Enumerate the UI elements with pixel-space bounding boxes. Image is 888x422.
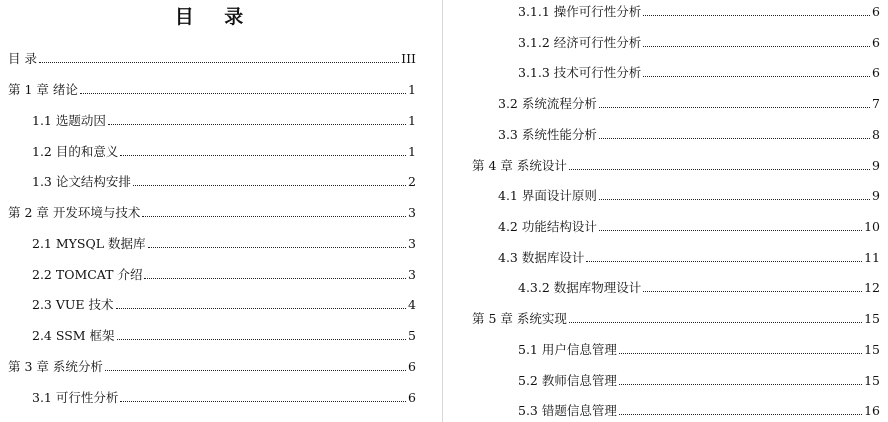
toc-entry-1-2[interactable] (32, 143, 416, 161)
left-page (0, 0, 440, 422)
leader-dots (619, 353, 862, 354)
page-divider (442, 0, 443, 422)
toc-entry-label: 第 2 章 开发环境与技术 (8, 205, 141, 220)
toc-entry-3-2[interactable] (498, 95, 880, 113)
toc-entry-label: 3.2 系统流程分析 (498, 96, 597, 111)
leader-dots (569, 169, 870, 170)
toc-entry-label: 2.1 MYSQL 数据库 (32, 236, 146, 251)
toc-entry-page: 5 (408, 328, 416, 343)
toc-entry-4-1[interactable] (498, 187, 880, 205)
toc-entry-label: 5.1 用户信息管理 (518, 342, 617, 357)
toc-entry-chapter-4[interactable] (472, 157, 880, 175)
toc-entry-label: 2.3 VUE 技术 (32, 297, 114, 312)
toc-entry-1-1[interactable] (32, 112, 416, 130)
toc-entry-page: 1 (408, 113, 416, 128)
leader-dots (586, 261, 862, 262)
toc-entry-page: 6 (872, 35, 880, 50)
toc-entry-page: 4 (408, 297, 416, 312)
toc-entry-3-1-2[interactable] (518, 34, 880, 52)
leader-dots (120, 155, 406, 156)
toc-entry-label: 5.3 错题信息管理 (518, 403, 617, 418)
toc-entry-page: III (401, 51, 416, 66)
toc-title: 目 录 (174, 6, 256, 28)
leader-dots (105, 370, 406, 371)
toc-entry-2-2[interactable] (32, 266, 416, 284)
toc-entry-label: 第 1 章 绪论 (8, 82, 78, 97)
leader-dots (133, 185, 406, 186)
leader-dots (643, 291, 862, 292)
toc-entry-label: 3.1 可行性分析 (32, 390, 119, 405)
toc-entry-label: 目 录 (8, 51, 37, 66)
toc-entry-chapter-3[interactable] (8, 358, 416, 376)
leader-dots (599, 107, 870, 108)
leader-dots (148, 247, 407, 248)
toc-entry-label: 1.2 目的和意义 (32, 144, 119, 159)
leader-dots (619, 414, 862, 415)
toc-entry-label: 1.1 选题动因 (32, 113, 106, 128)
toc-entry-page: 6 (872, 4, 880, 19)
toc-entry-page: 6 (872, 65, 880, 80)
leader-dots (144, 278, 406, 279)
toc-entry-2-4[interactable] (32, 327, 416, 345)
toc-entry-page: 15 (864, 373, 880, 388)
leader-dots (643, 76, 870, 77)
toc-entry-label: 3.1.2 经济可行性分析 (518, 35, 642, 50)
right-page (446, 0, 888, 422)
leader-dots (39, 62, 399, 63)
toc-entry-contents[interactable] (8, 50, 416, 68)
toc-entry-chapter-1[interactable] (8, 81, 416, 99)
toc-entry-4-3-2[interactable] (518, 279, 880, 297)
toc-entry-page: 10 (864, 219, 880, 234)
leader-dots (108, 124, 406, 125)
leader-dots (142, 216, 406, 217)
toc-entry-page: 16 (864, 403, 880, 418)
toc-entry-page: 11 (864, 250, 880, 265)
toc-entry-1-3[interactable] (32, 173, 416, 191)
toc-entry-label: 第 5 章 系统实现 (472, 311, 567, 326)
toc-entry-label: 3.1.3 技术可行性分析 (518, 65, 642, 80)
toc-entry-page: 12 (864, 280, 880, 295)
toc-entry-label: 第 4 章 系统设计 (472, 158, 567, 173)
toc-entry-label: 第 3 章 系统分析 (8, 359, 103, 374)
toc-entry-5-2[interactable] (518, 372, 880, 390)
toc-entry-page: 6 (408, 390, 416, 405)
toc-entry-label: 4.3.2 数据库物理设计 (518, 280, 642, 295)
toc-entry-chapter-2[interactable] (8, 204, 416, 222)
leader-dots (80, 93, 406, 94)
toc-entry-2-3[interactable] (32, 296, 416, 314)
toc-entry-page: 2 (408, 174, 416, 189)
leader-dots (117, 339, 407, 340)
toc-entry-label: 4.1 界面设计原则 (498, 188, 597, 203)
leader-dots (599, 199, 870, 200)
toc-entry-3-1-3[interactable] (518, 64, 880, 82)
leader-dots (116, 308, 407, 309)
toc-entry-chapter-5[interactable] (472, 310, 880, 328)
toc-entry-4-3[interactable] (498, 249, 880, 267)
toc-entry-label: 5.2 教师信息管理 (518, 373, 617, 388)
toc-entry-5-3[interactable] (518, 402, 880, 420)
toc-entry-4-2[interactable] (498, 218, 880, 236)
toc-entry-page: 7 (872, 96, 880, 111)
toc-entry-page: 15 (864, 342, 880, 357)
toc-entry-label: 4.3 数据库设计 (498, 250, 585, 265)
toc-entry-page: 15 (864, 311, 880, 326)
toc-entry-3-3[interactable] (498, 126, 880, 144)
leader-dots (120, 401, 406, 402)
toc-entry-label: 4.2 功能结构设计 (498, 219, 597, 234)
toc-entry-label: 1.3 论文结构安排 (32, 174, 131, 189)
toc-entry-label: 3.1.1 操作可行性分析 (518, 4, 642, 19)
toc-entry-page: 3 (408, 267, 416, 282)
leader-dots (599, 138, 870, 139)
leader-dots (643, 46, 870, 47)
toc-entry-page: 3 (408, 205, 416, 220)
toc-entry-page: 1 (408, 82, 416, 97)
toc-entry-label: 2.4 SSM 框架 (32, 328, 115, 343)
toc-entry-3-1-1[interactable] (518, 3, 880, 21)
leader-dots (569, 322, 862, 323)
toc-entry-page: 9 (872, 158, 880, 173)
toc-entry-5-1[interactable] (518, 341, 880, 359)
leader-dots (619, 384, 862, 385)
toc-entry-page: 6 (408, 359, 416, 374)
toc-entry-3-1[interactable] (32, 389, 416, 407)
toc-entry-page: 8 (872, 127, 880, 142)
toc-entry-label: 2.2 TOMCAT 介绍 (32, 267, 143, 282)
toc-entry-page: 1 (408, 144, 416, 159)
toc-entry-page: 3 (408, 236, 416, 251)
toc-entry-2-1[interactable] (32, 235, 416, 253)
toc-entry-page: 9 (872, 188, 880, 203)
leader-dots (599, 230, 862, 231)
leader-dots (643, 15, 870, 16)
toc-entry-label: 3.3 系统性能分析 (498, 127, 597, 142)
